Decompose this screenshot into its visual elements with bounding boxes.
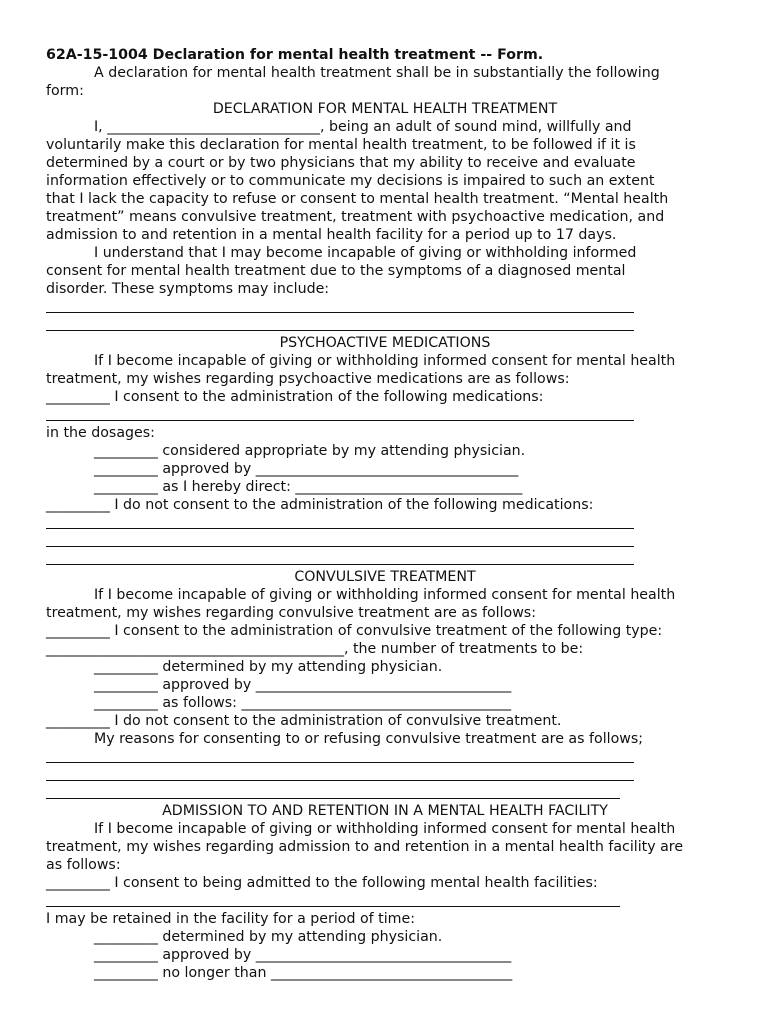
declaration-line: information effectively or to communicate my decisions is impaired to such an extent xyxy=(46,173,655,189)
convulsive-option: _________ approved by ____________________________________ xyxy=(94,677,512,693)
dosages-label: in the dosages: xyxy=(46,425,155,441)
blank-line xyxy=(46,892,736,910)
symptoms-line: consent for mental health treatment due to the symptoms of a diagnosed mental xyxy=(46,263,626,279)
convulsive-no-consent: _________ I do not consent to the administration of convulsive treatment. xyxy=(46,713,562,729)
blank-line xyxy=(46,550,736,568)
blank-line xyxy=(46,784,736,802)
blank-line xyxy=(46,766,736,784)
document-title: 62A-15-1004 Declaration for mental health treatment -- Form. xyxy=(46,47,544,63)
admission-text: If I become incapable of giving or withholding informed consent for mental health xyxy=(94,821,676,837)
convulsive-option: _________ as follows: ______________________________________ xyxy=(94,695,512,711)
dosage-option: _________ approved by _____________________________________ xyxy=(94,461,519,477)
retention-option: _________ approved by ____________________________________ xyxy=(94,947,512,963)
convulsive-text: If I become incapable of giving or withholding informed consent for mental health xyxy=(94,587,676,603)
intro-text: A declaration for mental health treatment shall be in substantially the following xyxy=(94,65,660,81)
dosage-option: _________ as I hereby direct: ________________________________ xyxy=(94,479,523,495)
declaration-line: voluntarily make this declaration for mental health treatment, to be followed if it is xyxy=(46,137,636,153)
admission-text: treatment, my wishes regarding admission to and retention in a mental health facility are xyxy=(46,839,684,855)
psychoactive-no-consent: _________ I do not consent to the administration of the following medications: xyxy=(46,497,594,513)
convulsive-consent: _________ I consent to the administration of convulsive treatment of the following type: xyxy=(46,623,663,639)
convulsive-type: __________________________________________, the number of treatments to be: xyxy=(46,641,584,657)
psychoactive-text: If I become incapable of giving or withholding informed consent for mental health xyxy=(94,353,676,369)
convulsive-reasons: My reasons for consenting to or refusing convulsive treatment are as follows; xyxy=(94,731,644,747)
symptoms-line: disorder. These symptoms may include: xyxy=(46,281,330,297)
admission-consent: _________ I consent to being admitted to the following mental health facilities: xyxy=(46,875,598,891)
convulsive-heading: CONVULSIVE TREATMENT xyxy=(294,569,476,585)
symptoms-line: I understand that I may become incapable of giving or withholding informed xyxy=(94,245,637,261)
psychoactive-text: treatment, my wishes regarding psychoactive medications are as follows: xyxy=(46,371,570,387)
declaration-line: I, ______________________________, being an adult of sound mind, willfully and xyxy=(94,119,632,135)
declaration-line: determined by a court or by two physicians that my ability to receive and evaluate xyxy=(46,155,636,171)
admission-heading: ADMISSION TO AND RETENTION IN A MENTAL HEALTH FACILITY xyxy=(162,803,608,819)
blank-line xyxy=(46,316,736,334)
convulsive-text: treatment, my wishes regarding convulsive treatment are as follows: xyxy=(46,605,536,621)
retention-option: _________ no longer than __________________________________ xyxy=(94,965,513,981)
admission-text: as follows: xyxy=(46,857,121,873)
declaration-heading: DECLARATION FOR MENTAL HEALTH TREATMENT xyxy=(212,101,558,117)
blank-line xyxy=(46,514,736,532)
retention-option: _________ determined by my attending physician. xyxy=(94,929,443,945)
declaration-line: treatment” means convulsive treatment, treatment with psychoactive medication, and xyxy=(46,209,665,225)
blank-line xyxy=(46,748,736,766)
blank-line xyxy=(46,532,736,550)
psychoactive-heading: PSYCHOACTIVE MEDICATIONS xyxy=(279,335,491,351)
dosage-option: _________ considered appropriate by my attending physician. xyxy=(94,443,526,459)
psychoactive-consent: _________ I consent to the administration of the following medications: xyxy=(46,389,544,405)
blank-line xyxy=(46,298,736,316)
declaration-line: admission to and retention in a mental health facility for a period up to 17 days. xyxy=(46,227,617,243)
declaration-line: that I lack the capacity to refuse or consent to mental health treatment. “Mental health xyxy=(46,191,669,207)
blank-line xyxy=(46,406,736,424)
convulsive-option: _________ determined by my attending physician. xyxy=(94,659,443,675)
declaration-document xyxy=(46,46,736,982)
retention-label: I may be retained in the facility for a period of time: xyxy=(46,911,416,927)
intro-text-cont: form: xyxy=(46,83,84,99)
